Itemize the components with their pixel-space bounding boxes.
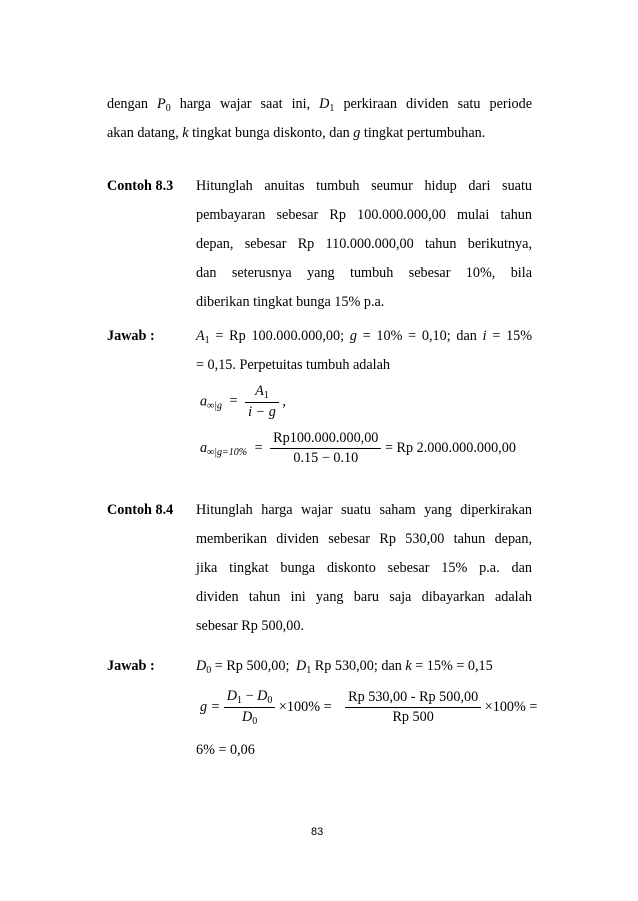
example-8-4-line: Hitunglah harga wajar suatu saham yang diperkirakan <box>196 502 532 518</box>
example-8-3-line: depan, sebesar Rp 110.000.000,00 tahun berikutnya, <box>196 236 532 252</box>
example-8-4-line: dividen tahun ini yang baru saja dibayarkan adalah <box>196 589 532 605</box>
formula-growth-rate: g = $\frac{D_1 - D_0}{D_0}$ ×100% = $\frac{Rp 530,00 - Rp 500,00}{Rp 500}$ ×100% = <box>200 688 538 727</box>
example-8-4-line: memberikan dividen sebesar Rp 530,00 tahun depan, <box>196 531 532 547</box>
answer-2-result: 6% = 0,06 <box>196 742 255 758</box>
example-8-3-label: Contoh 8.3 <box>107 178 174 194</box>
formula-growing-perpetuity: $a_{\infty|g}$ = $\frac{A_1}{i - g}$ , <box>200 383 286 420</box>
answer-1-label: Jawab : <box>107 328 155 344</box>
example-8-3-line: pembayaran sebesar Rp 100.000.000,00 mulai tahun <box>196 207 532 223</box>
intro-line-1: dengan $P_0$ harga wajar saat ini, $D_1$ perkiraan dividen satu periode <box>107 96 533 114</box>
example-8-3-line: diberikan tingkat bunga 15% p.a. <box>196 294 385 310</box>
answer-1-line-2: = 0,15. Perpetuitas tumbuh adalah <box>196 357 390 373</box>
page-number: 83 <box>311 826 324 838</box>
example-8-4-line: jika tingkat bunga diskonto sebesar 15% p.a. dan <box>196 560 532 576</box>
example-8-3-line: Hitunglah anuitas tumbuh seumur hidup dari suatu <box>196 178 532 194</box>
example-8-4-line: sebesar Rp 500,00. <box>196 618 304 634</box>
answer-2-line-1: $D_0 = Rp$ 500,00; $D_1$ Rp 530,00; dan k = 15% = 0,15 <box>196 658 493 676</box>
answer-2-label: Jawab : <box>107 658 155 674</box>
intro-line-2: akan datang, k tingkat bunga diskonto, dan g tingkat pertumbuhan. <box>107 125 486 141</box>
example-8-4-label: Contoh 8.4 <box>107 502 174 518</box>
answer-1-line-1: $A_1 = Rp$ 100.000.000,00; g = 10% = 0,10; dan i = 15% <box>196 328 533 346</box>
formula-perpetuity-result: $a_{\infty|g=10\%}$ = $\frac{Rp100.000.000,00}{0.15 - 0.10}$ = Rp 2.000.000.000,00 <box>200 430 516 466</box>
example-8-3-line: dan seterusnya yang tumbuh sebesar 10%, bila <box>196 265 532 281</box>
